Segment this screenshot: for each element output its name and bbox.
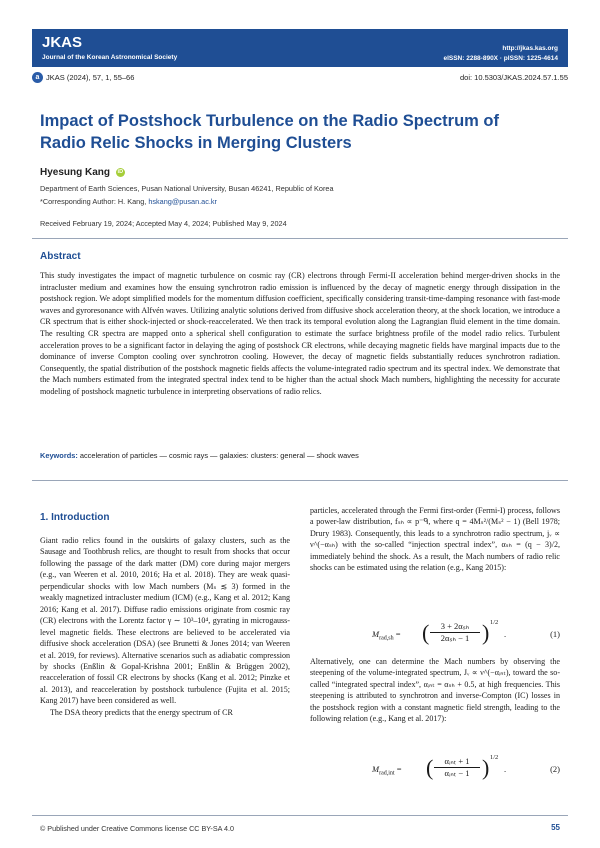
equation-number: (1) [550,629,560,639]
right-column-continued [310,656,560,725]
author-line [40,167,125,178]
equation-1: $M_{rad,sh}$ = ( 3 + 2αₛₕ 2αₛₕ − 1 ) 1/2 . (1) [372,619,560,645]
citation: JKAS (2024), 57, 1, 55–66 [46,73,135,82]
abstract-text: This study investigates the impact of magnetic turbulence on cosmic ray (CR) electrons through Fermi-II acceleration behind merger-driven shocks in the intracluster medium and examines how the ensuing synchrotron radio emission is influenced by the decay of magnetic energy through dissipation in the postshock region. We adopt simplified models for the momentum diffusion coefficient, specifically considering transit-time-damping resonance with fast-mode waves and gyroresonance with Alfvén waves. Utilizing analytic solutions derived from diffusive shock acceleration theory, at the shock location, we introduce a CR spectrum that is either shock-injected or shock-reaccelerated. We then track its temporal evolution along the Lagrangian fluid element in the time domain. The resulting CR spectra are mapped onto a spherical shell configuration to estimate the surface brightness profile of the model radio relics. Turbulent acceleration proves to be a significant factor in delaying the aging of postshock CR electrons, while decaying magnetic fields have marginal impacts due to the dominance of inverse Compton cooling over synchrotron cooling. However, the decay of magnetic fields substantially reduces synchrotron radiation. Consequently, the spatial distribution of the postshock magnetic fields affects the volume-integrated radio spectrum and its spectral index. We demonstrate that the Mach numbers estimated from the integrated spectral index tend to be higher than the actual shock Mach numbers, highlighting the necessity for accurate modeling of postshock magnetic turbulence in interpreting observations of radio relics. [40,271,560,396]
email-link[interactable]: hskang@pusan.ac.kr [148,197,217,206]
journal-banner [32,29,568,67]
journal-url[interactable]: http://jkas.kas.org [502,45,558,52]
keywords-label: Keywords: [40,451,78,460]
affiliation: Department of Earth Sciences, Pusan National University, Busan 46241, Republic of Korea [40,184,334,193]
article-title: Impact of Postshock Turbulence on the Radio Spectrum of Radio Relic Shocks in Merging Clusters [40,112,499,152]
equation-fraction: 3 + 2αₛₕ 2αₛₕ − 1 [430,621,480,644]
doi-link[interactable]: doi: 10.5303/JKAS.2024.57.1.55 [459,73,568,82]
page-number: 55 [551,823,560,832]
license-note: © Published under Creative Commons license CC BY-SA 4.0 [40,824,234,833]
footer-divider [32,815,568,816]
right-column [310,505,560,574]
paragraph: Alternatively, one can determine the Mach numbers by observing the steepening of the volume-integrated spectrum, Jᵥ ∝ ν^(−αᵢₙₜ), toward the so-called “integrated spectral index”, αᵢₙₜ = αₛₕ + 0.5, at high frequencies. This steepening is attributed to synchrotron and inverse-Compton (IC) losses in the postshock region with a constant magnetic field strength, leading to the following relation (e.g., Kang et al. 2017): [310,657,560,724]
divider [32,480,568,481]
left-column [40,535,290,718]
orcid-icon[interactable]: iD [117,168,124,175]
abstract-heading: Abstract [40,251,81,262]
equation-2: $M_{rad,int}$ = ( αᵢₙₜ + 1 αᵢₙₜ − 1 ) 1/2 . (2) [372,754,560,780]
equation-lhs: $M_{rad,sh}$ = [372,629,401,642]
journal-issn: eISSN: 2288-890X · pISSN: 1225-4614 [443,55,558,62]
publication-dates: Received February 19, 2024; Accepted May 4, 2024; Published May 9, 2024 [40,219,287,228]
equation-lhs: $M_{rad,int}$ = [372,764,402,777]
paragraph: Giant radio relics found in the outskirts of galaxy clusters, such as the Sausage and Toothbrush relics, are thought to result from shocks that occur following the passage of the dark matter (DM) core during major mergers (e.g., van Weeren et al. 2010, 2016; Ha et al. 2018). They are weak quasi-perpendicular shocks with low Mach numbers (Mₛ ≲ 3) formed in the weakly magnetized intracluster medium (ICM) (e.g., Kang et al. 2012; Kang 2016; Kang et al. 2017). Diffuse radio emissions originate from cosmic ray (CR) electrons with the Lorentz factor γ ∼ 10³–10⁴, gyrating in microgauss-level magnetic fields. These electrons are believed to be accelerated via diffusive shock acceleration (DSA) (see Brunetti & Jones 2014; van Weeren et al. 2019, for reviews). Alternative scenarios such as adiabatic compression by shocks (Enßlin & Gopal-Krishna 2001; Enßlin & Brüggen 2002), reacceleration of fossil CR electrons by shocks (Kang et al. 2012; Pinzke et al. 2013), and reacceleration by postshock turbulence (Fujita et al. 2015; Kang 2017) have been considered as well. [40,536,290,706]
divider [32,238,568,239]
section-heading: 1. Introduction [40,512,110,523]
corresponding-prefix: *Corresponding Author: H. Kang, [40,197,149,206]
author-name: Hyesung Kang [40,167,111,178]
corresponding-author [40,197,217,206]
journal-full-name: Journal of the Korean Astronomical Society [42,54,178,61]
journal-short-name: JKAS [42,34,83,51]
equation-number: (2) [550,764,560,774]
open-access-icon: a [32,72,43,83]
paragraph: The DSA theory predicts that the energy spectrum of CR [50,707,233,717]
keywords-list: acceleration of particles — cosmic rays — galaxies: clusters: general — shock waves [79,451,359,460]
equation-fraction: αᵢₙₜ + 1 αᵢₙₜ − 1 [434,756,480,779]
keywords [40,451,560,460]
paragraph: particles, accelerated through the Fermi first-order (Fermi-I) process, follows a power-law distribution, fₛₕ ∝ p⁻ᑫ, where q = 4Mₛ²/(Mₛ² − 1) (Bell 1978; Drury 1983). Consequently, this leads to a synchrotron radio spectrum, jᵥ ∝ ν^(−αₛₕ) with the so-called “injection spectral index”, αₛₕ = (q − 3)/2, immediately behind the shock. As a result, the Mach numbers of radio relic shocks can be estimated using the relation (e.g., Kang 2015): [310,506,560,573]
citation-line [32,72,568,86]
